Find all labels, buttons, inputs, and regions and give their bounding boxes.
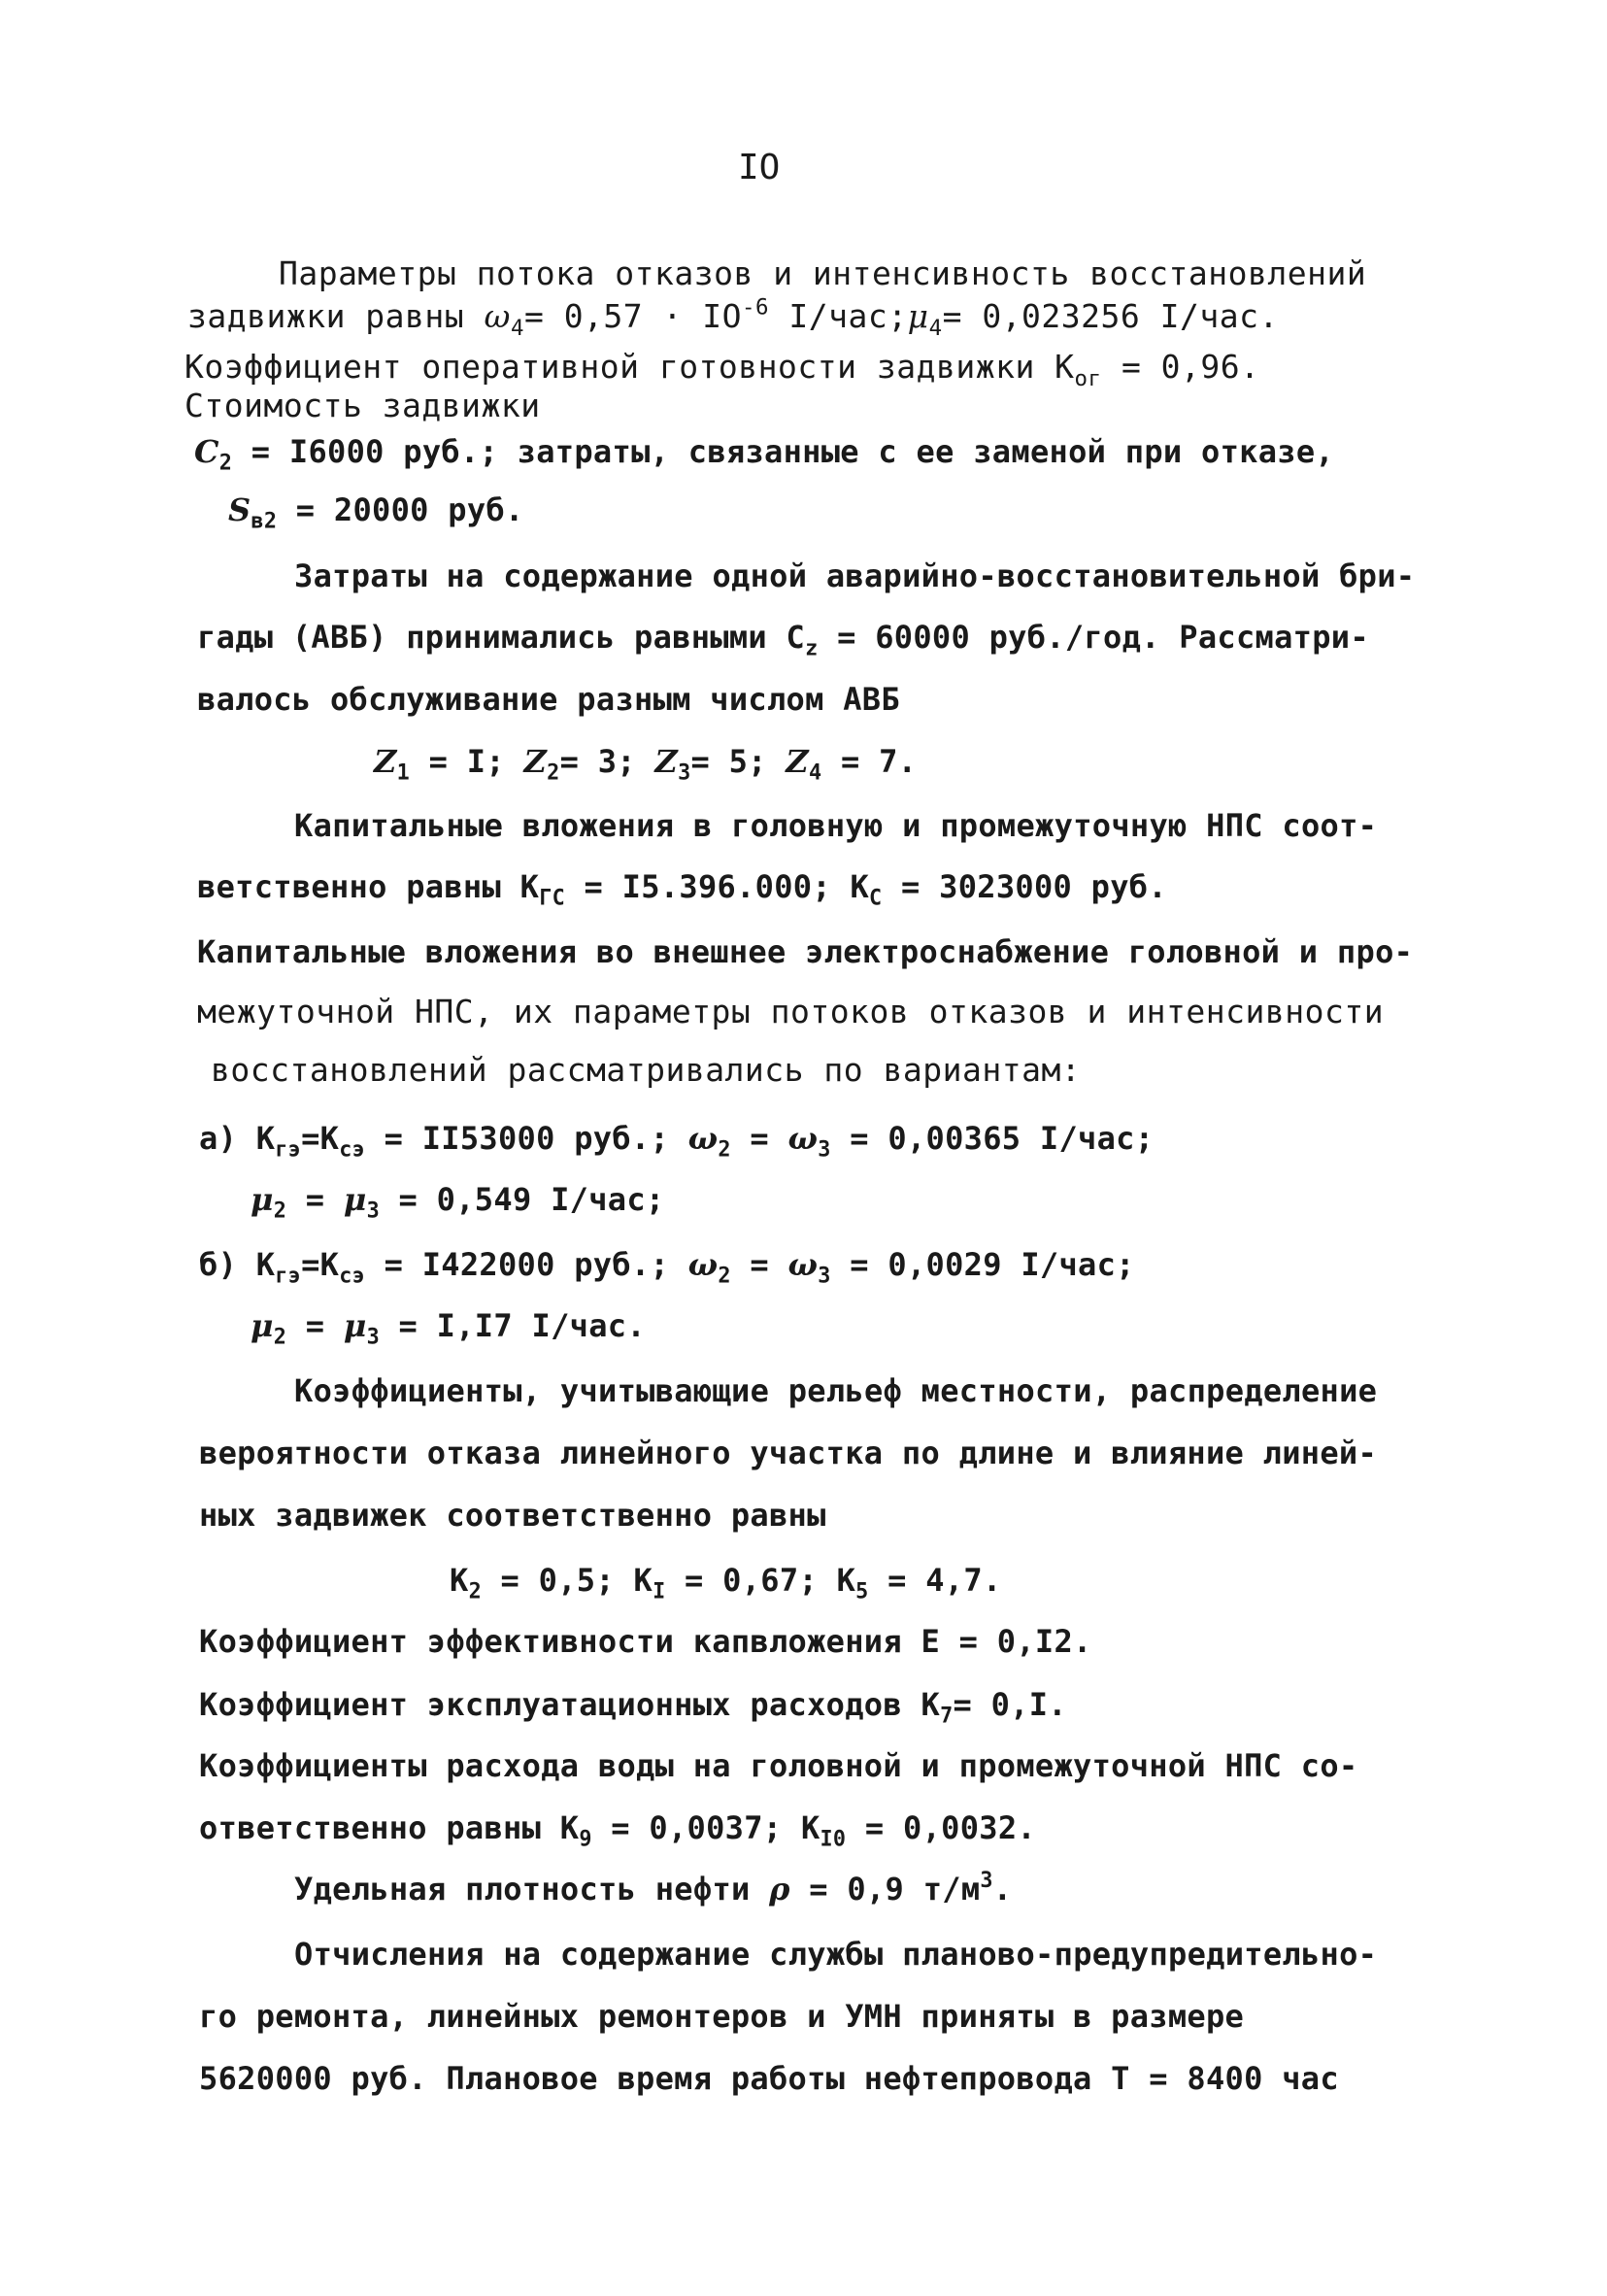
text-line: Капитальные вложения во внешнее электроснабжение головной и про-: [197, 933, 1414, 970]
text-line: задвижки равны $\omega_4= 0,57 \cdot IO^{-6}$ $I/час;\mu_4= 0,023256$ I/час.: [187, 294, 1279, 341]
text-line: восстановлений рассматривались по вариантам:: [211, 1051, 1082, 1089]
text-line: б) $К_{гэ}=К_{сэ} = I422000$ руб.; $\omega_2 = \omega_3 = 0,0029$ I/час;: [199, 1246, 1135, 1289]
text-line: валось обслуживание разным числом АВБ: [197, 681, 900, 718]
formula-line: $Z_1 = I$; $Z_2= 3$; $Z_3= 5$; $Z_4 = 7$.: [374, 743, 918, 786]
page-number: IO: [738, 148, 781, 187]
text-line: Параметры потока отказов и интенсивность восстановлений: [279, 254, 1367, 292]
text-line: вероятности отказа линейного участка по длине и влияние линей-: [199, 1435, 1378, 1471]
text-line: Коэффициент эксплуатационных расходов $К_7= 0,I$.: [199, 1686, 1067, 1729]
text-line: Стоимость задвижки: [184, 387, 541, 424]
text-line: $\mu_2 = \mu_3 = 0,549$ I/час;: [251, 1181, 665, 1224]
formula-line: $К_2 = 0,5$; $К_I = 0,67$; $К_5 = 4,7$.: [450, 1562, 1002, 1604]
text-line: Удельная плотность нефти ρ = 0,9 $т/м^3$.: [294, 1868, 1013, 1908]
text-line: 5620000 руб. Плановое время работы нефтепровода Т = 8400 час: [199, 2060, 1339, 2097]
text-line: го ремонта, линейных ремонтеров и УМН приняты в размере: [199, 1998, 1245, 2035]
text-line: Коэффициент оперативной готовности задвижки $К_{ог} = 0,96$.: [184, 348, 1260, 391]
text-line: Отчисления на содержание службы планово-предупредительно-: [294, 1936, 1378, 1973]
text-line: $\mu_2 = \mu_3 = I,I7$ I/час.: [251, 1307, 646, 1350]
text-line: ответственно равны $К_9 = 0,0037$; $К_{I0} = 0,0032$.: [199, 1809, 1036, 1852]
text-line: $С_2 = I6000$ руб.; затраты, связанные с ее заменой при отказе,: [194, 433, 1334, 476]
text-line: Капитальные вложения в головную и промежуточную НПС соот-: [294, 807, 1378, 844]
text-line: межуточной НПС, их параметры потоков отказов и интенсивности: [197, 993, 1385, 1030]
text-line: Затраты на содержание одной аварийно-восстановительной бри-: [294, 557, 1416, 594]
text-line: $S_{в2} = 20000$ руб.: [228, 491, 524, 534]
text-line: гады (АВБ) принимались равными $С_z = 60000$ руб./год. Рассматри-: [197, 619, 1369, 661]
text-line: ных задвижек соответственно равны: [199, 1497, 826, 1534]
text-line: Коэффициент эффективности капвложения Е = 0,I2.: [199, 1623, 1092, 1660]
text-line: Коэффициенты, учитывающие рельеф местности, распределение: [294, 1372, 1378, 1409]
text-line: Коэффициенты расхода воды на головной и промежуточной НПС со-: [199, 1747, 1358, 1784]
text-line: а) $К_{гэ}=К_{сэ} = II53000$ руб.; $\omega_2 = \omega_3 = 0,00365$ I/час;: [199, 1120, 1155, 1163]
text-line: ветственно равны $К_{ГС} = I5.396.000$; $К_С = 3023000$ руб.: [197, 868, 1167, 911]
